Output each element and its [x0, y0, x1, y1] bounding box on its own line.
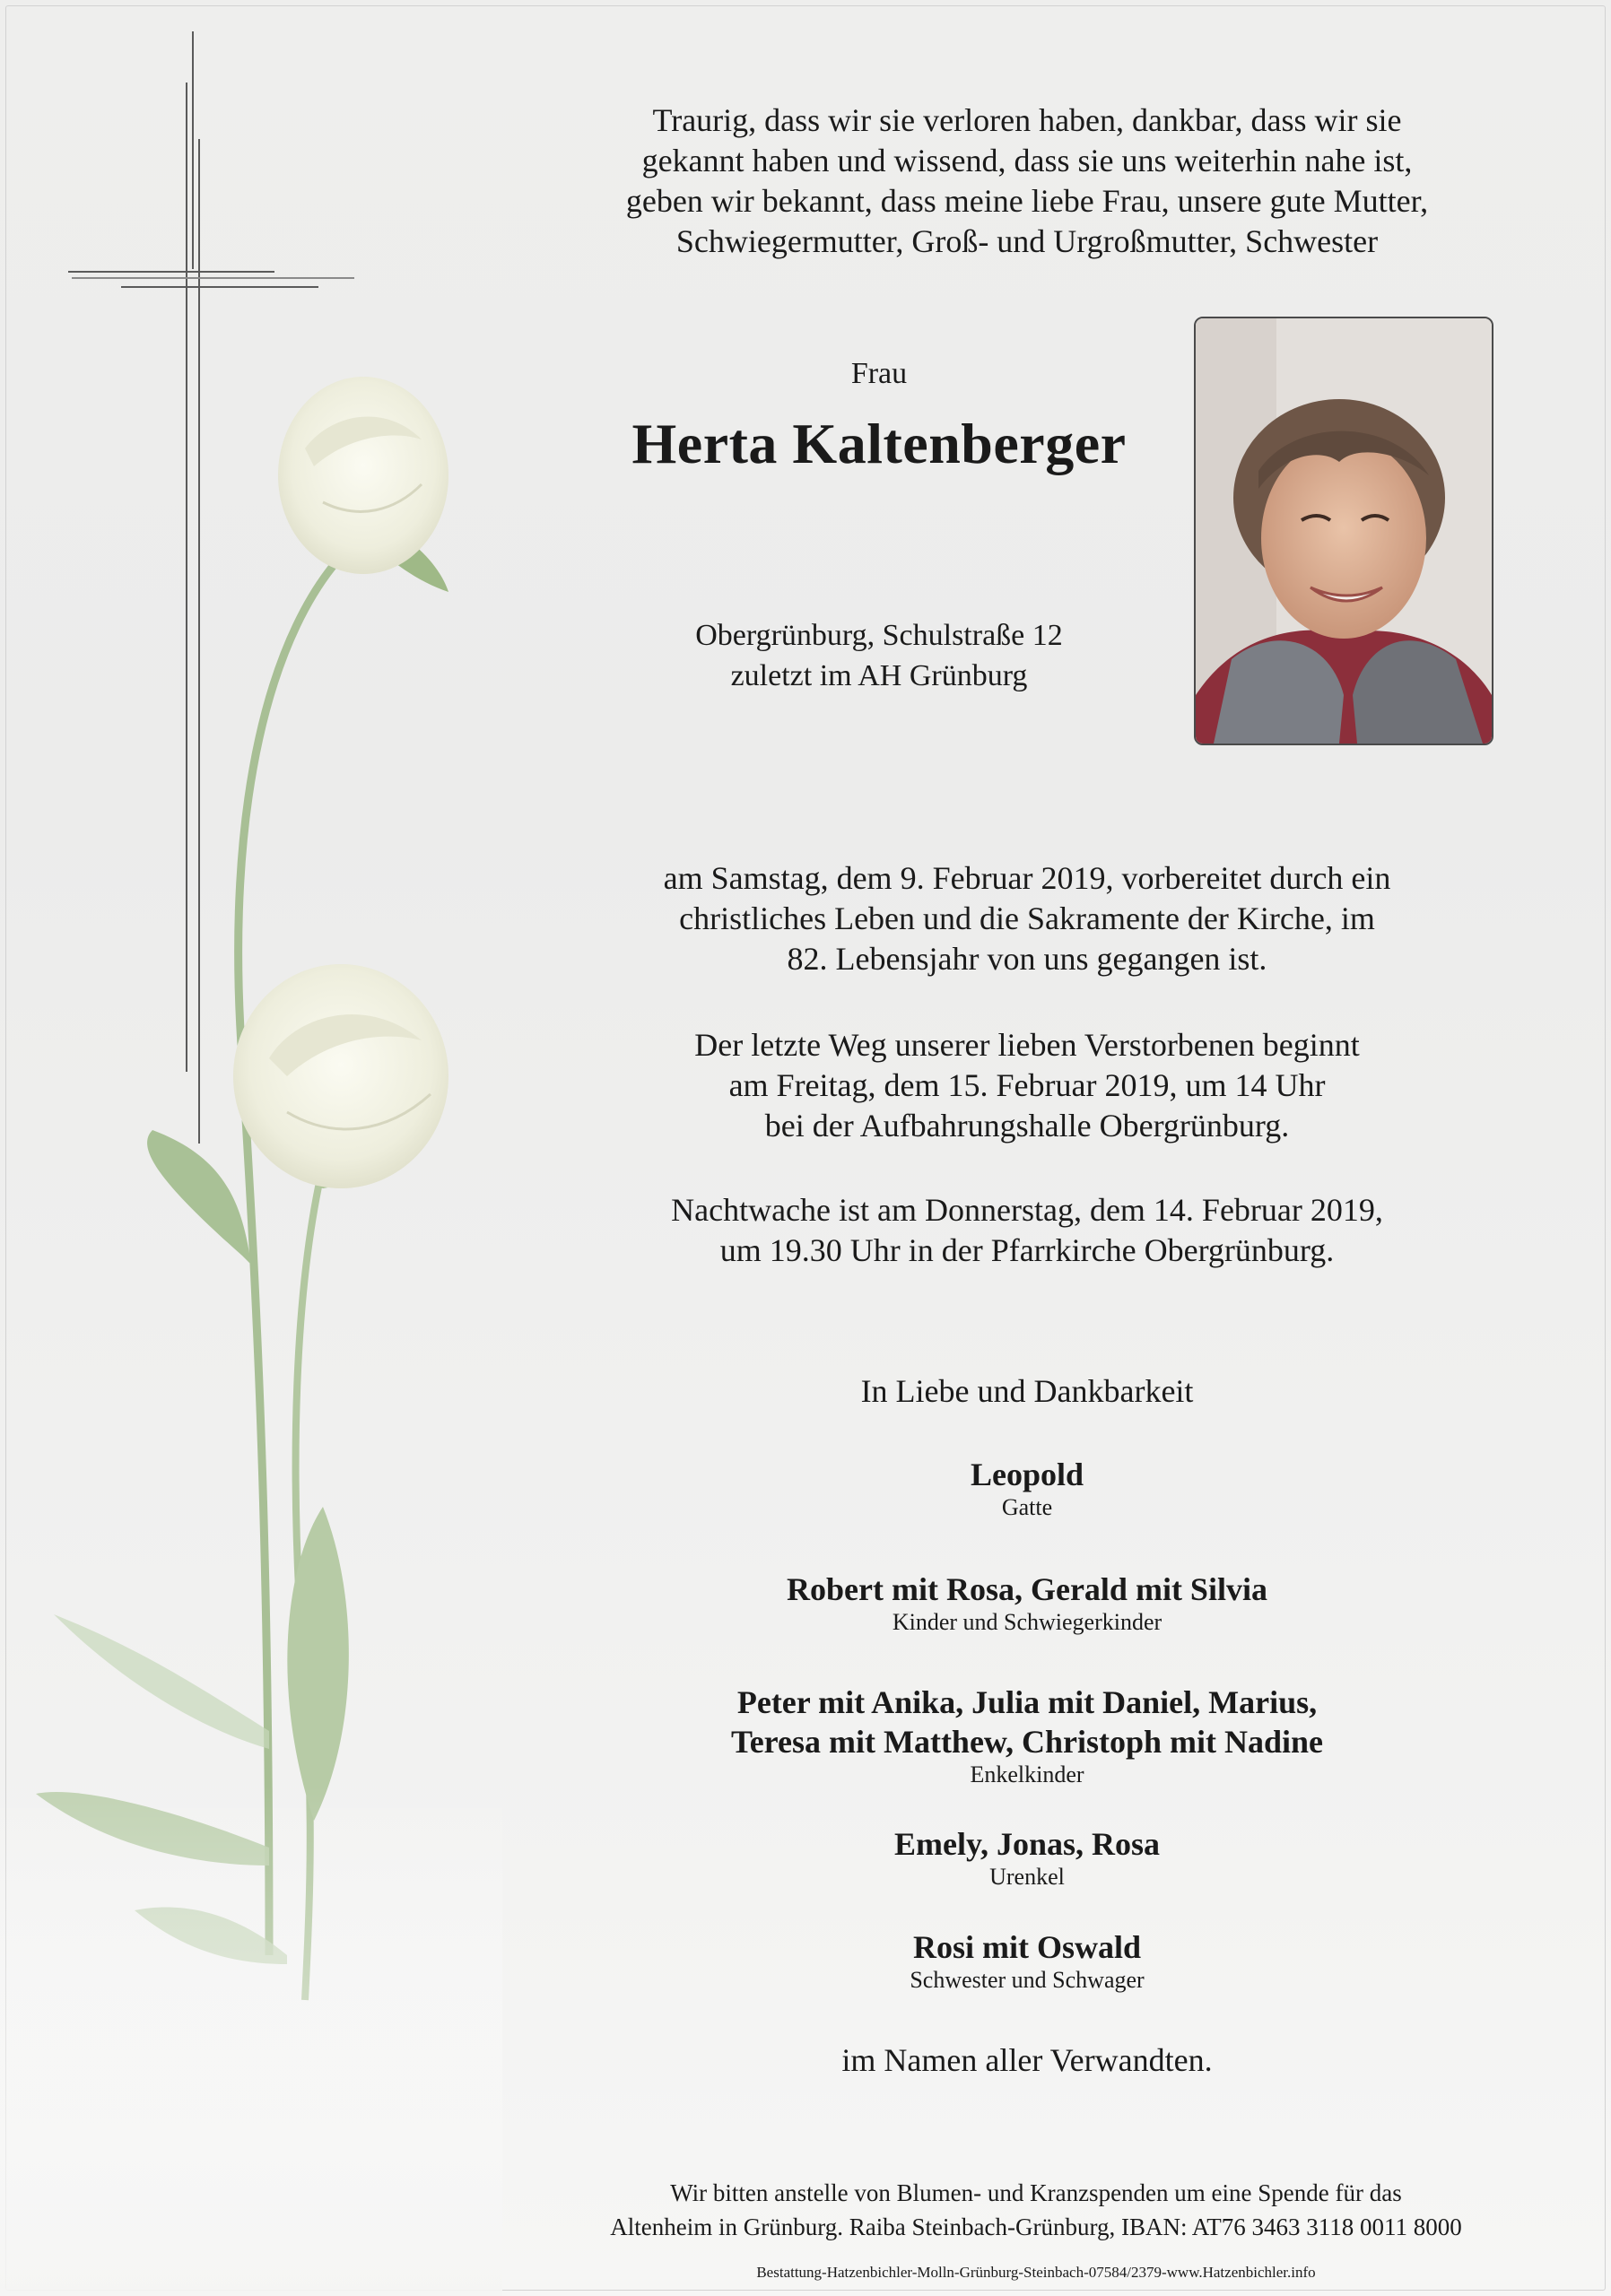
salutation: Frau	[850, 357, 908, 390]
wake-notice: Nachtwache ist am Donnerstag, dem 14. Februar 2019, um 19.30 Uhr in der Pfarrkirche Obergrünburg.	[671, 1192, 1383, 1268]
funeral-notice: Der letzte Weg unserer lieben Verstorbenen beginnt am Freitag, dem 15. Februar 2019, um 14 Uhr bei der Aufbahrungshalle Obergrünburg.	[694, 1027, 1360, 1144]
intro-text: Traurig, dass wir sie verloren haben, dankbar, dass wir sie gekannt haben und wissend, dass sie uns weiterhin nahe ist, geben wir bekannt, dass meine liebe Frau, unsere gute Mutter, Schwiegermutter, Groß- und Urgroßmutter, Schwester	[625, 102, 1429, 259]
love-line: In Liebe und Dankbarkeit	[860, 1373, 1194, 1409]
mourner-names: Emely, Jonas, Rosa	[893, 1826, 1161, 1862]
mourner-group	[574, 1824, 1480, 1891]
undertaker-footer: Bestattung-Hatzenbichler-Molln-Grünburg-Steinbach-07584/2379-www.Hatzenbichler.info	[756, 2264, 1316, 2281]
mourner-names: Peter mit Anika, Julia mit Daniel, Marius, Teresa mit Matthew, Christoph mit Nadine	[731, 1684, 1323, 1760]
mourner-relation: Gatte	[1001, 1494, 1053, 1520]
mourner-relation: Kinder und Schwiegerkinder	[892, 1609, 1163, 1635]
closing-line: im Namen aller Verwandten.	[841, 2042, 1213, 2078]
mourner-group	[574, 1683, 1480, 1788]
donation-request: Wir bitten anstelle von Blumen- und Kranzspenden um eine Spende für das Altenheim in Grünburg. Raiba Steinbach-Grünburg, IBAN: AT76 3463 3118 0011 8000	[610, 2179, 1462, 2240]
deceased-address: Obergrünburg, Schulstraße 12 zuletzt im AH Grünburg	[695, 619, 1063, 692]
mourner-relation: Urenkel	[989, 1864, 1065, 1890]
mourner-names: Robert mit Rosa, Gerald mit Silvia	[787, 1571, 1267, 1607]
mourner-names: Rosi mit Oswald	[912, 1929, 1142, 1965]
mourner-group	[574, 1927, 1480, 1994]
deceased-name: Herta Kaltenberger	[631, 412, 1127, 475]
white-roses-illustration	[0, 251, 502, 2296]
mourner-relation: Enkelkinder	[970, 1761, 1084, 1787]
mourner-group	[574, 1455, 1480, 1521]
death-notice: am Samstag, dem 9. Februar 2019, vorbereitet durch ein christliches Leben und die Sakramente der Kirche, im 82. Lebensjahr von uns gegangen ist.	[663, 860, 1391, 977]
mourner-group	[574, 1570, 1480, 1636]
mourner-names: Leopold	[970, 1457, 1084, 1492]
portrait-photo	[1194, 317, 1493, 745]
mourner-relation: Schwester und Schwager	[910, 1967, 1145, 1993]
